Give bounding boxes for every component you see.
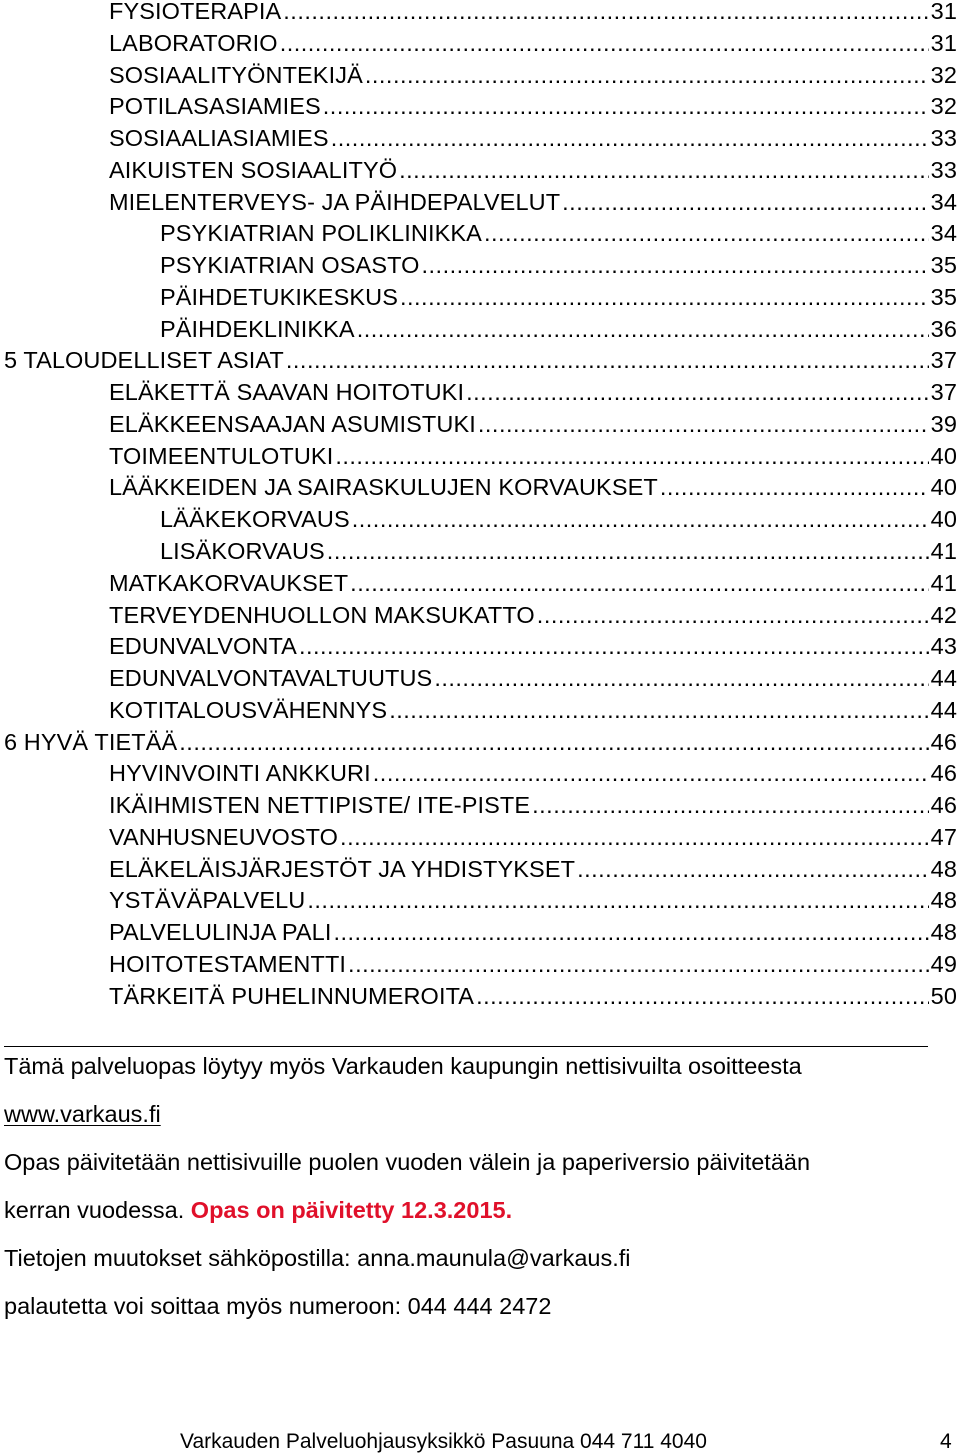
toc-dot-leader (562, 187, 929, 219)
toc-entry-page: 40 (930, 506, 957, 533)
toc-dot-leader (389, 695, 928, 727)
toc-entry-title: LÄÄKEKORVAUS (160, 506, 350, 533)
toc-dot-leader (357, 314, 929, 346)
toc-entry-title: EDUNVALVONTAVALTUUTUS (109, 665, 433, 692)
toc-entry-title: AIKUISTEN SOSIAALITYÖ (109, 156, 398, 183)
toc-dot-leader (466, 377, 929, 409)
toc-entry-line (160, 536, 957, 568)
toc-entry-page: 39 (930, 410, 957, 437)
toc-entry-page: 35 (930, 283, 957, 310)
toc-entry-page: 48 (930, 855, 957, 882)
toc-dot-leader (373, 758, 929, 790)
toc-entry-title: 6 HYVÄ TIETÄÄ (4, 728, 178, 755)
toc-entry[interactable] (0, 155, 960, 187)
toc-dot-leader (327, 536, 929, 568)
toc-entry-line (109, 441, 957, 473)
toc-dot-leader (537, 600, 929, 632)
toc-entry[interactable] (0, 949, 960, 981)
toc-dot-leader (434, 663, 928, 695)
info-text-update-frequency: Opas päivitetään nettisivuille puolen vuoden välein ja paperiversio päivitetään (4, 1149, 811, 1175)
toc-dot-leader (476, 981, 929, 1013)
toc-entry[interactable] (0, 123, 960, 155)
toc-dot-leader (307, 885, 928, 917)
toc-dot-leader (179, 727, 928, 759)
toc-entry-line (109, 187, 957, 219)
toc-entry-title: IKÄIHMISTEN NETTIPISTE/ ITE-PISTE (109, 792, 531, 819)
toc-entry-title: SOSIAALITYÖNTEKIJÄ (109, 61, 363, 88)
toc-entry-title: TERVEYDENHUOLLON MAKSUKATTO (109, 601, 535, 628)
toc-entry[interactable] (0, 187, 960, 219)
toc-entry[interactable] (0, 600, 960, 632)
toc-entry[interactable] (0, 441, 960, 473)
toc-entry-line (109, 981, 957, 1013)
info-text-contact-email: Tietojen muutokset sähköpostilla: anna.maunula@varkaus.fi (4, 1245, 631, 1271)
toc-entry-title: ELÄKKEENSAAJAN ASUMISTUKI (109, 410, 476, 437)
toc-entry[interactable] (0, 472, 960, 504)
toc-entry-line (160, 504, 957, 536)
toc-entry-page: 37 (930, 347, 957, 374)
toc-entry-line (160, 218, 957, 250)
toc-entry-title: FYSIOTERAPIA (109, 0, 282, 24)
toc-entry-line (109, 885, 957, 917)
info-text-yearly: kerran vuodessa. (4, 1197, 191, 1223)
toc-entry-page: 42 (930, 601, 957, 628)
toc-entry-line (109, 0, 957, 28)
toc-entry[interactable] (0, 377, 960, 409)
toc-entry[interactable] (0, 282, 960, 314)
toc-entry-line (109, 758, 957, 790)
toc-dot-leader (350, 568, 928, 600)
toc-entry[interactable] (0, 0, 960, 28)
toc-entry[interactable] (0, 218, 960, 250)
toc-entry-title: PÄIHDETUKIKESKUS (160, 283, 398, 310)
toc-entry[interactable] (0, 790, 960, 822)
toc-entry-page: 48 (930, 919, 957, 946)
toc-entry-title: TÄRKEITÄ PUHELINNUMEROITA (109, 982, 475, 1009)
toc-entry-title: LÄÄKKEIDEN JA SAIRASKULUJEN KORVAUKSET (109, 474, 658, 501)
toc-dot-leader (331, 123, 929, 155)
toc-entry-page: 41 (930, 538, 957, 565)
toc-entry[interactable] (0, 981, 960, 1013)
toc-entry-line (109, 568, 957, 600)
toc-entry[interactable] (0, 854, 960, 886)
page-footer: Varkauden Palveluohjausyksikkö Pasuuna 044 711 4040 (180, 1430, 707, 1453)
toc-entry-page: 32 (930, 61, 957, 88)
toc-entry-line (109, 663, 957, 695)
toc-entry-line (109, 949, 957, 981)
separator-line (4, 1046, 928, 1047)
toc-entry[interactable] (0, 60, 960, 92)
info-text-feedback-phone: palautetta voi soittaa myös numeroon: 044 444 2472 (4, 1293, 552, 1319)
toc-entry-title: LABORATORIO (109, 29, 278, 56)
toc-entry[interactable] (0, 695, 960, 727)
toc-entry-page: 34 (930, 188, 957, 215)
toc-entry-line (109, 123, 957, 155)
toc-entry[interactable] (0, 504, 960, 536)
toc-dot-leader (333, 917, 928, 949)
toc-dot-leader (280, 28, 929, 60)
toc-entry-page: 46 (930, 728, 957, 755)
toc-entry-page: 36 (930, 315, 957, 342)
toc-dot-leader (532, 790, 929, 822)
info-text-availability: Tämä palveluopas löytyy myös Varkauden kaupungin nettisivuilta osoitteesta (4, 1053, 802, 1079)
toc-entry[interactable] (0, 28, 960, 60)
toc-dot-leader (335, 441, 928, 473)
toc-entry[interactable] (0, 536, 960, 568)
toc-entry-line (109, 91, 957, 123)
toc-dot-leader (299, 631, 929, 663)
toc-entry-title: VANHUSNEUVOSTO (109, 823, 339, 850)
toc-entry-line (109, 854, 957, 886)
toc-entry-page: 48 (930, 887, 957, 914)
toc-entry-title: EDUNVALVONTA (109, 633, 297, 660)
toc-entry-line (4, 727, 957, 759)
toc-entry-title: PÄIHDEKLINIKKA (160, 315, 355, 342)
toc-dot-leader (323, 91, 929, 123)
toc-entry-page: 33 (930, 156, 957, 183)
toc-entry-title: MATKAKORVAUKSET (109, 569, 349, 596)
toc-dot-leader (422, 250, 929, 282)
toc-entry-title: HYVINVOINTI ANKKURI (109, 760, 371, 787)
toc-entry-page: 37 (930, 379, 957, 406)
toc-entry[interactable] (0, 917, 960, 949)
toc-entry-page: 40 (930, 474, 957, 501)
toc-entry-title: MIELENTERVEYS- JA PÄIHDEPALVELUT (109, 188, 561, 215)
toc-entry-line (109, 822, 957, 854)
toc-dot-leader (286, 345, 929, 377)
toc-entry-title: PALVELULINJA PALI (109, 919, 332, 946)
toc-entry[interactable] (0, 758, 960, 790)
toc-entry-line (109, 409, 957, 441)
toc-entry[interactable] (0, 314, 960, 346)
toc-entry-page: 47 (930, 823, 957, 850)
info-text-updated-date (4, 1196, 512, 1224)
toc-entry[interactable] (0, 822, 960, 854)
toc-entry[interactable] (0, 631, 960, 663)
toc-entry-page: 35 (930, 252, 957, 279)
info-website-line (4, 1100, 161, 1128)
page-number: 4 (940, 1430, 952, 1453)
toc-entry[interactable] (0, 91, 960, 123)
toc-entry-title: TOIMEENTULOTUKI (109, 442, 334, 469)
toc-entry-page: 31 (930, 29, 957, 56)
toc-entry-title: YSTÄVÄPALVELU (109, 887, 306, 914)
website-link[interactable]: www.varkaus.fi (4, 1101, 161, 1127)
toc-entry-page: 43 (930, 633, 957, 660)
toc-entry[interactable] (0, 409, 960, 441)
toc-entry-title: HOITOTESTAMENTTI (109, 950, 347, 977)
toc-entry-page: 34 (930, 220, 957, 247)
toc-entry-page: 31 (930, 0, 957, 24)
toc-entry-page: 46 (930, 792, 957, 819)
toc-entry[interactable] (0, 885, 960, 917)
toc-dot-leader (352, 504, 929, 536)
toc-dot-leader (484, 218, 929, 250)
toc-entry-title: ELÄKELÄISJÄRJESTÖT JA YHDISTYKSET (109, 855, 576, 882)
toc-entry-page: 50 (930, 982, 957, 1009)
toc-entry[interactable] (0, 345, 960, 377)
toc-dot-leader (348, 949, 929, 981)
toc-dot-leader (283, 0, 928, 28)
toc-dot-leader (400, 282, 929, 314)
toc-entry-page: 32 (930, 93, 957, 120)
toc-entry-title: POTILASASIAMIES (109, 93, 321, 120)
toc-entry-line (4, 345, 957, 377)
toc-entry-title: PSYKIATRIAN POLIKLINIKKA (160, 220, 482, 247)
toc-entry-line (109, 60, 957, 92)
toc-entry-line (160, 314, 957, 346)
toc-entry-page: 46 (930, 760, 957, 787)
toc-entry-title: SOSIAALIASIAMIES (109, 125, 329, 152)
toc-entry-line (109, 631, 957, 663)
toc-entry-line (109, 155, 957, 187)
toc-entry-line (160, 282, 957, 314)
toc-entry-line (109, 790, 957, 822)
toc-entry-page: 44 (930, 696, 957, 723)
toc-entry-page: 40 (930, 442, 957, 469)
toc-entry-line (109, 28, 957, 60)
toc-dot-leader (365, 60, 929, 92)
toc-entry-line (109, 600, 957, 632)
toc-entry-line (109, 377, 957, 409)
toc-entry-title: ELÄKETTÄ SAAVAN HOITOTUKI (109, 379, 465, 406)
toc-entry[interactable] (0, 568, 960, 600)
toc-entry-page: 41 (930, 569, 957, 596)
toc-dot-leader (399, 155, 929, 187)
toc-entry[interactable] (0, 727, 960, 759)
toc-entry-title: LISÄKORVAUS (160, 538, 325, 565)
toc-entry-title: KOTITALOUSVÄHENNYS (109, 696, 388, 723)
toc-entry-page: 49 (930, 950, 957, 977)
toc-entry-line (109, 472, 957, 504)
toc-entry[interactable] (0, 663, 960, 695)
toc-dot-leader (660, 472, 929, 504)
toc-dot-leader (340, 822, 929, 854)
toc-entry-line (109, 917, 957, 949)
toc-entry-line (109, 695, 957, 727)
updated-date-notice: Opas on päivitetty 12.3.2015. (190, 1197, 513, 1223)
toc-entry-title: 5 TALOUDELLISET ASIAT (4, 347, 284, 374)
toc-dot-leader (478, 409, 929, 441)
toc-entry-line (160, 250, 957, 282)
toc-entry[interactable] (0, 250, 960, 282)
toc-entry-title: PSYKIATRIAN OSASTO (160, 252, 420, 279)
toc-dot-leader (577, 854, 929, 886)
toc-entry-page: 44 (930, 665, 957, 692)
toc-entry-page: 33 (930, 125, 957, 152)
